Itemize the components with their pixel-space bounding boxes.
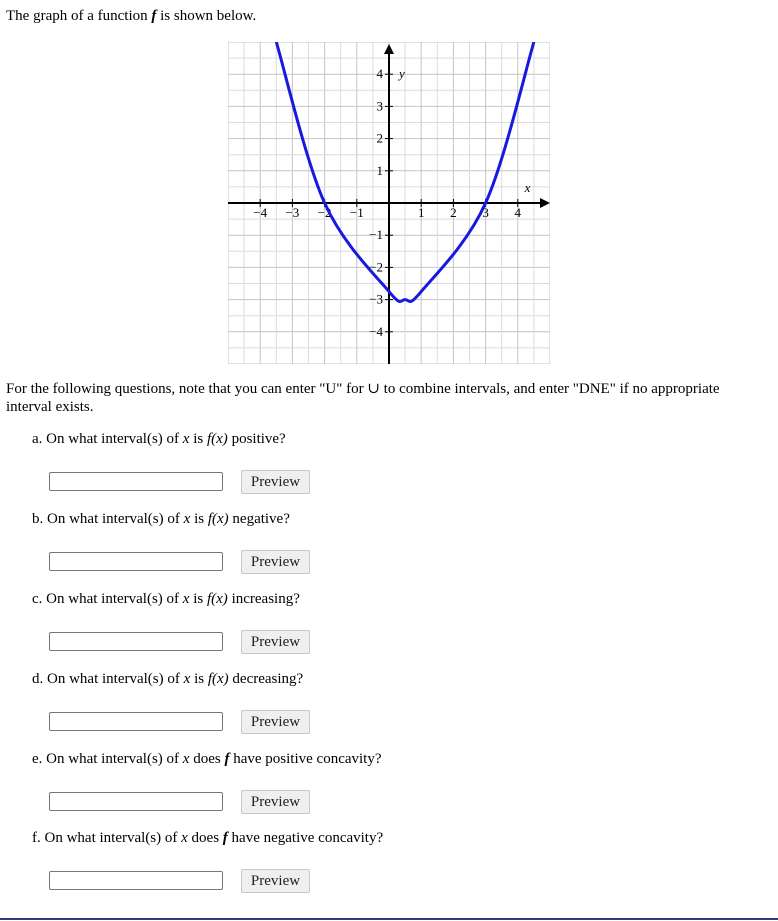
x-axis-arrow [540,198,550,208]
variable-x: x [182,591,190,607]
question-tail: increasing? [227,591,300,607]
x-tick-label: −4 [253,205,268,220]
answer-input-d[interactable] [49,712,223,731]
answer-input-c[interactable] [49,632,223,651]
function-expression: f(x) [207,671,229,687]
question-tail: have positive concavity? [229,751,382,767]
question-d [32,671,303,688]
y-tick-label: −3 [369,291,383,307]
question-e [32,751,382,768]
question-a [32,431,286,448]
function-expression: f(x) [206,431,228,447]
answer-input-a[interactable] [49,472,223,491]
function-expression: f(x) [206,591,228,607]
function-expression: f [224,751,230,767]
answer-input-b[interactable] [49,552,223,571]
intro-text-start: The graph of a function [6,8,152,24]
variable-x: x [183,511,191,527]
question-tail: positive? [227,431,286,447]
y-axis-label: y [398,66,405,82]
variable-x: x [182,431,190,447]
y-tick-label: 4 [376,66,383,82]
x-tick-label: 3 [482,205,489,220]
question-f [32,830,383,847]
preview-button-a[interactable]: Preview [241,470,310,494]
bottom-rule [0,918,778,920]
x-tick-label: 2 [450,205,457,220]
x-tick-label: −3 [285,205,300,220]
question-tail: decreasing? [228,671,304,687]
variable-x: x [182,751,190,767]
preview-button-b[interactable]: Preview [241,550,310,574]
variable-x: x [181,830,188,846]
x-tick-label: −2 [317,205,332,220]
y-tick-label: 1 [376,162,383,178]
x-tick-label: −1 [349,205,364,220]
intro-text-end: is shown below. [156,8,257,24]
function-expression: f [222,830,228,846]
question-mid: does [189,751,225,767]
preview-button-e[interactable]: Preview [241,790,310,814]
preview-button-f[interactable]: Preview [241,869,310,893]
answer-input-f[interactable] [49,871,223,890]
x-tick-label: 4 [514,205,522,220]
question-label: a. On what interval(s) of [32,431,183,447]
question-label: f. On what interval(s) of [32,830,182,846]
question-label: d. On what interval(s) of [32,671,184,687]
variable-x: x [183,671,191,687]
preview-button-c[interactable]: Preview [241,630,310,654]
question-label: e. On what interval(s) of [32,751,183,767]
function-name: f [151,8,157,24]
question-label: c. On what interval(s) of [32,591,183,607]
question-mid: is [189,431,207,447]
question-label: b. On what interval(s) of [32,511,184,527]
question-tail: negative? [228,511,290,527]
question-mid: is [190,671,208,687]
function-graph [228,42,550,364]
answer-input-e[interactable] [49,792,223,811]
y-tick-label: 2 [376,130,383,146]
question-c [32,591,300,608]
instructions-note: For the following questions, note that you can enter "U" for ∪ to combine intervals, and enter "DNE" if no appropriate interval exists. [6,381,720,415]
function-expression: f(x) [207,511,229,527]
question-mid: is [189,591,207,607]
x-axis-label: x [524,180,531,195]
preview-button-d[interactable]: Preview [241,710,310,734]
y-axis-arrow [384,44,394,54]
question-mid: is [190,511,208,527]
question-mid: does [187,830,223,846]
y-tick-label: −2 [369,259,383,275]
y-tick-label: 3 [376,98,383,114]
intro-text [6,8,256,25]
y-tick-label: −1 [369,227,383,243]
question-tail: have negative concavity? [227,830,384,846]
y-tick-label: −4 [369,323,383,339]
question-b [32,511,290,528]
x-tick-label: 1 [417,205,425,220]
